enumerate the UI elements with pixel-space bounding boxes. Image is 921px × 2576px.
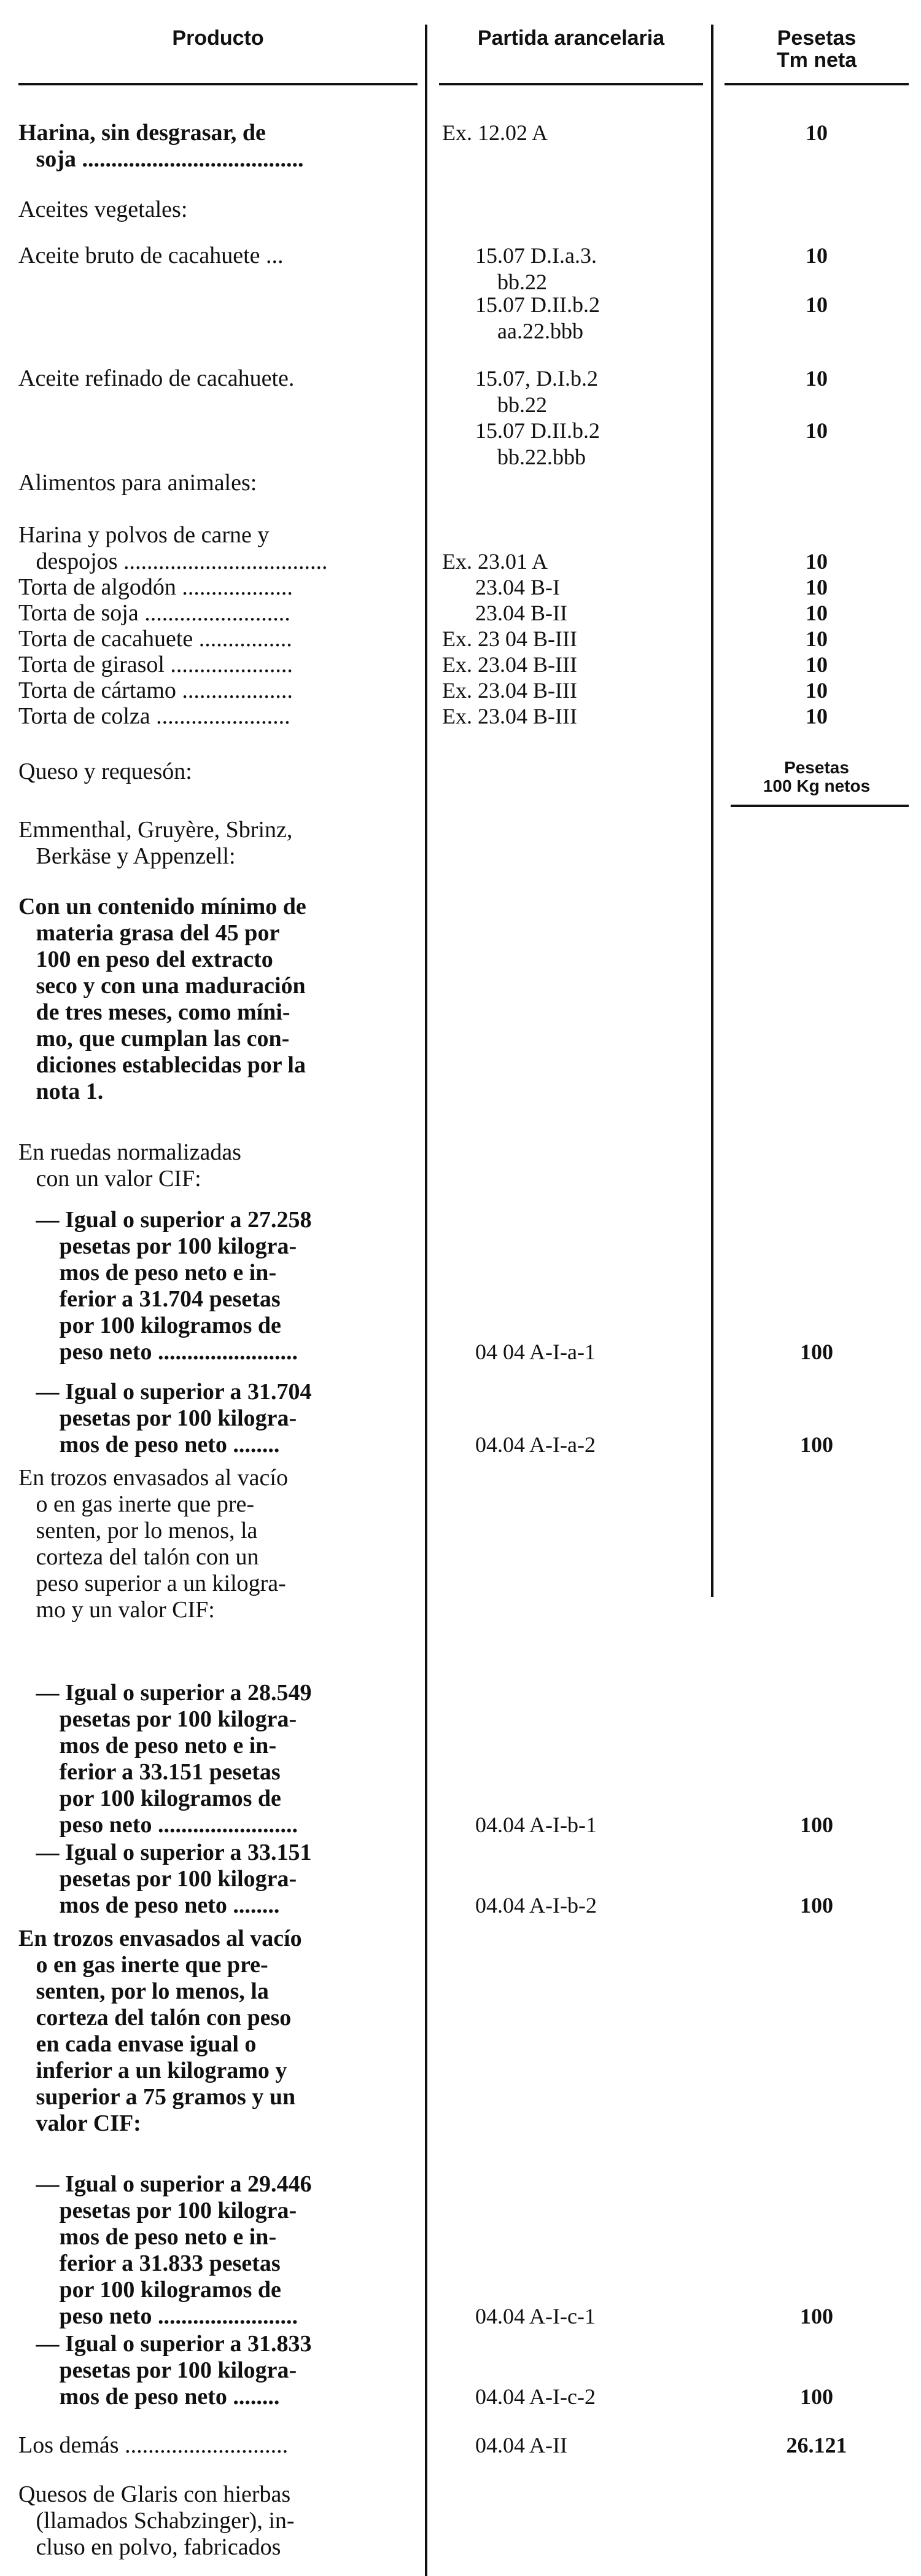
description-line: valor CIF:: [18, 2110, 141, 2136]
tariff-code-line: [442, 1233, 706, 1260]
tariff-code: [442, 418, 706, 470]
tariff-code: [442, 2171, 706, 2330]
tariff-code: [442, 626, 706, 652]
header-rule-partida: [439, 83, 703, 85]
tariff-code-line: [442, 1706, 706, 1733]
product-description: [18, 677, 424, 704]
description-line: — Igual o superior a 29.446: [18, 2171, 312, 2197]
description-line: o en gas inerte que pre-: [18, 1952, 268, 1978]
description-line: Aceites vegetales:: [18, 197, 188, 222]
column-header-partida: Partida arancelaria: [477, 26, 665, 50]
description-line: ferior a 31.833 pesetas: [18, 2250, 281, 2276]
product-description: [18, 574, 424, 601]
tariff-code-line: [442, 1866, 706, 1892]
tariff-code: [442, 522, 706, 575]
subheader-line2: 100 Kg netos: [763, 776, 871, 795]
tariff-code: [442, 1680, 706, 1838]
description-line: — Igual o superior a 27.258: [18, 1207, 312, 1233]
description-line: pesetas por 100 kilogra-: [18, 1866, 297, 1892]
description-line: peso neto ........................: [18, 1812, 298, 1838]
description-line: En trozos envasados al vacío: [18, 1465, 288, 1491]
description-line: Harina y polvos de carne y: [18, 522, 270, 548]
description-line: En ruedas normalizadas: [18, 1139, 241, 1165]
product-description: [18, 1139, 424, 1192]
duty-value: 10: [806, 652, 828, 677]
description-line: Queso y requesón:: [18, 759, 192, 784]
tariff-code-line: 04.04 A-I-a-2: [442, 1432, 596, 1457]
tariff-code-line: [442, 2331, 706, 2357]
description-line: mo y un valor CIF:: [18, 1597, 215, 1623]
description-line: Torta de colza .......................: [18, 703, 290, 729]
tariff-code-line: 15.07 D.II.b.2: [442, 418, 600, 443]
description-line: Quesos de Glaris con hierbas: [18, 2481, 291, 2507]
product-description: [18, 197, 424, 223]
column-header-pesetas-line1: Pesetas: [777, 26, 857, 50]
tariff-code: [442, 600, 706, 626]
tariff-code: [442, 1207, 706, 1365]
header-rule-pesetas: [725, 83, 909, 85]
description-line: peso neto ........................: [18, 2303, 298, 2329]
product-description: [18, 626, 424, 652]
description-line: o en gas inerte que pre-: [18, 1491, 255, 1517]
tariff-code-line: [442, 1840, 706, 1866]
description-line: mos de peso neto e in-: [18, 2224, 277, 2250]
description-line: ferior a 31.704 pesetas: [18, 1286, 281, 1312]
product-description: [18, 2481, 424, 2561]
product-description: [18, 243, 424, 269]
tariff-code: [442, 652, 706, 678]
description-line: pesetas por 100 kilogra-: [18, 1233, 297, 1259]
subheader-pesetas-100kg: [725, 759, 909, 795]
description-line: pesetas por 100 kilogra-: [18, 1706, 297, 1732]
product-description: [18, 2432, 424, 2459]
product-description: [18, 470, 424, 496]
description-line: — Igual o superior a 33.151: [18, 1840, 312, 1865]
tariff-code-line: Ex. 23.01 A: [442, 549, 548, 574]
description-line: peso neto ........................: [18, 1339, 298, 1365]
description-line: despojos ...................................: [18, 548, 328, 574]
tariff-code-line: 04.04 A-I-b-2: [442, 1893, 597, 1918]
tariff-code-line: bb.22: [442, 392, 547, 417]
description-line: seco y con una maduración: [18, 973, 306, 999]
tariff-code-line: [442, 1733, 706, 1759]
product-description: [18, 365, 424, 392]
tariff-code-line: [442, 1405, 706, 1432]
tariff-code-line: [442, 1759, 706, 1786]
tariff-code-line: Ex. 23.04 B-III: [442, 704, 577, 728]
duty-value: 10: [806, 601, 828, 625]
description-line: — Igual o superior a 31.833: [18, 2331, 312, 2357]
tariff-code-line: 04.04 A-I-b-1: [442, 1813, 597, 1837]
tariff-code-line: 04 04 A-I-a-1: [442, 1340, 596, 1364]
description-line: Con un contenido mínimo de: [18, 894, 306, 919]
tariff-code-line: Ex. 12.02 A: [442, 120, 548, 145]
description-line: Emmenthal, Gruyère, Sbrinz,: [18, 817, 293, 843]
description-line: mos de peso neto ........: [18, 1432, 280, 1458]
tariff-code-line: 23.04 B-II: [442, 601, 567, 625]
description-line: mos de peso neto e in-: [18, 1260, 277, 1286]
tariff-code: [442, 1840, 706, 1919]
tariff-code-line: [442, 1286, 706, 1313]
tariff-code: [442, 574, 706, 601]
description-line: cluso en polvo, fabricados: [18, 2534, 281, 2560]
tariff-code-line: [442, 2357, 706, 2384]
tariff-code-line: 15.07 D.II.b.2: [442, 292, 600, 317]
column-divider-left: [425, 25, 427, 2576]
description-line: inferior a un kilogramo y: [18, 2058, 287, 2083]
tariff-code-line: [442, 1207, 706, 1233]
duty-value: 10: [806, 704, 828, 728]
duty-value: 10: [806, 418, 828, 443]
tariff-code-line: Ex. 23.04 B-III: [442, 678, 577, 703]
description-line: Torta de cártamo ...................: [18, 677, 293, 703]
product-description: [18, 2331, 424, 2410]
duty-value: 10: [806, 678, 828, 703]
subheader-rule: [731, 805, 909, 807]
product-description: [18, 759, 424, 785]
description-line: Los demás ............................: [18, 2432, 289, 2458]
tariff-code-line: [442, 1680, 706, 1706]
description-line: por 100 kilogramos de: [18, 1313, 281, 1338]
tariff-code-line: 23.04 B-I: [442, 575, 560, 599]
duty-value: 10: [806, 549, 828, 574]
description-line: senten, por lo menos, la: [18, 1978, 269, 2004]
description-line: Aceite refinado de cacahuete.: [18, 365, 295, 391]
description-line: — Igual o superior a 28.549: [18, 1680, 312, 1706]
description-line: de tres meses, como míni-: [18, 999, 290, 1025]
description-line: por 100 kilogramos de: [18, 1786, 281, 1811]
duty-value: 100: [800, 2384, 833, 2409]
product-description: [18, 1379, 424, 1458]
tariff-code-line: [442, 1260, 706, 1286]
description-line: con un valor CIF:: [18, 1166, 201, 1192]
description-line: corteza del talón con peso: [18, 2005, 292, 2031]
description-line: senten, por lo menos, la: [18, 1518, 258, 1544]
duty-value: 26.121: [786, 2433, 847, 2457]
description-line: En trozos envasados al vacío: [18, 1926, 302, 1951]
tariff-code: [442, 120, 706, 146]
product-description: [18, 1680, 424, 1838]
tariff-code: [442, 2432, 706, 2459]
column-header-producto: Producto: [172, 26, 264, 50]
description-line: mo, que cumplan las con-: [18, 1026, 290, 1052]
tariff-code: [442, 703, 706, 730]
description-line: por 100 kilogramos de: [18, 2277, 281, 2303]
tariff-code: [442, 365, 706, 418]
tariff-code-line: [442, 1313, 706, 1339]
description-line: pesetas por 100 kilogra-: [18, 2198, 297, 2223]
duty-value: 10: [806, 366, 828, 391]
duty-value: 10: [806, 243, 828, 268]
column-header-pesetas-line2: Tm neta: [776, 49, 857, 72]
description-line: — Igual o superior a 31.704: [18, 1379, 312, 1405]
product-description: [18, 600, 424, 626]
duty-value: 10: [806, 292, 828, 317]
description-line: mos de peso neto ........: [18, 1892, 280, 1918]
tariff-code-line: Ex. 23 04 B-III: [442, 626, 577, 651]
product-description: [18, 1465, 424, 1623]
tariff-code-line: [442, 522, 706, 548]
tariff-code: [442, 677, 706, 704]
description-line: peso superior a un kilogra-: [18, 1571, 286, 1596]
tariff-code-line: 04.04 A-II: [442, 2433, 567, 2457]
description-line: (llamados Schabzinger), in-: [18, 2508, 295, 2534]
product-description: [18, 120, 424, 173]
tariff-code-line: bb.22.bbb: [442, 445, 586, 469]
tariff-code-line: Ex. 23.04 B-III: [442, 652, 577, 677]
description-line: Torta de cacahuete ................: [18, 626, 292, 652]
description-line: nota 1.: [18, 1079, 104, 1104]
product-description: [18, 817, 424, 870]
tariff-code: [442, 292, 706, 345]
description-line: soja ......................................: [18, 146, 304, 172]
description-line: Harina, sin desgrasar, de: [18, 120, 266, 146]
duty-value: 100: [800, 1813, 833, 1837]
duty-value: 10: [806, 120, 828, 145]
tariff-code-line: [442, 1786, 706, 1812]
product-description: [18, 1207, 424, 1365]
description-line: en cada envase igual o: [18, 2031, 257, 2057]
duty-value: 100: [800, 1340, 833, 1364]
tariff-code-line: 15.07 D.I.a.3.: [442, 243, 597, 268]
description-line: diciones establecidas por la: [18, 1052, 306, 1078]
tariff-code-line: [442, 2224, 706, 2250]
duty-value: 100: [800, 1432, 833, 1457]
subheader-line1: Pesetas: [784, 758, 849, 777]
product-description: [18, 1840, 424, 1919]
column-divider-right: [711, 25, 713, 1597]
description-line: Berkäse y Appenzell:: [18, 843, 236, 869]
description-line: Torta de girasol .....................: [18, 652, 293, 677]
description-line: Torta de algodón ...................: [18, 574, 293, 600]
tariff-code: [442, 2331, 706, 2410]
tariff-code-line: [442, 1379, 706, 1405]
product-description: [18, 703, 424, 730]
tariff-code-line: [442, 2198, 706, 2224]
tariff-code-line: bb.22: [442, 270, 547, 294]
description-line: ferior a 33.151 pesetas: [18, 1759, 281, 1785]
description-line: mos de peso neto e in-: [18, 1733, 277, 1758]
description-line: Aceite bruto de cacahuete ...: [18, 243, 284, 268]
description-line: Torta de soja .........................: [18, 600, 290, 626]
header-rule-producto: [18, 83, 418, 85]
tariff-code-line: aa.22.bbb: [442, 319, 583, 343]
tariff-code: [442, 243, 706, 295]
tariff-code-line: [442, 2277, 706, 2303]
description-line: pesetas por 100 kilogra-: [18, 2357, 297, 2383]
product-description: [18, 894, 424, 1105]
tariff-code-line: 04.04 A-I-c-1: [442, 2304, 596, 2328]
duty-value: 100: [800, 1893, 833, 1918]
description-line: pesetas por 100 kilogra-: [18, 1405, 297, 1431]
description-line: corteza del talón con un: [18, 1544, 259, 1570]
description-line: 100 en peso del extracto: [18, 946, 273, 972]
column-header-pesetas: [725, 27, 909, 71]
tariff-code-line: [442, 2250, 706, 2277]
product-description: [18, 2171, 424, 2330]
description-line: mos de peso neto ........: [18, 2384, 280, 2410]
description-line: Alimentos para animales:: [18, 470, 257, 496]
tariff-code-line: 15.07, D.I.b.2: [442, 366, 598, 391]
description-line: materia grasa del 45 por: [18, 920, 280, 946]
product-description: [18, 1926, 424, 2137]
duty-value: 10: [806, 626, 828, 651]
product-description: [18, 652, 424, 678]
tariff-code-line: [442, 2171, 706, 2198]
tariff-code: [442, 1379, 706, 1458]
duty-value: 100: [800, 2304, 833, 2328]
description-line: superior a 75 gramos y un: [18, 2084, 296, 2110]
duty-value: 10: [806, 575, 828, 599]
tariff-code-line: 04.04 A-I-c-2: [442, 2384, 596, 2409]
product-description: [18, 522, 424, 575]
